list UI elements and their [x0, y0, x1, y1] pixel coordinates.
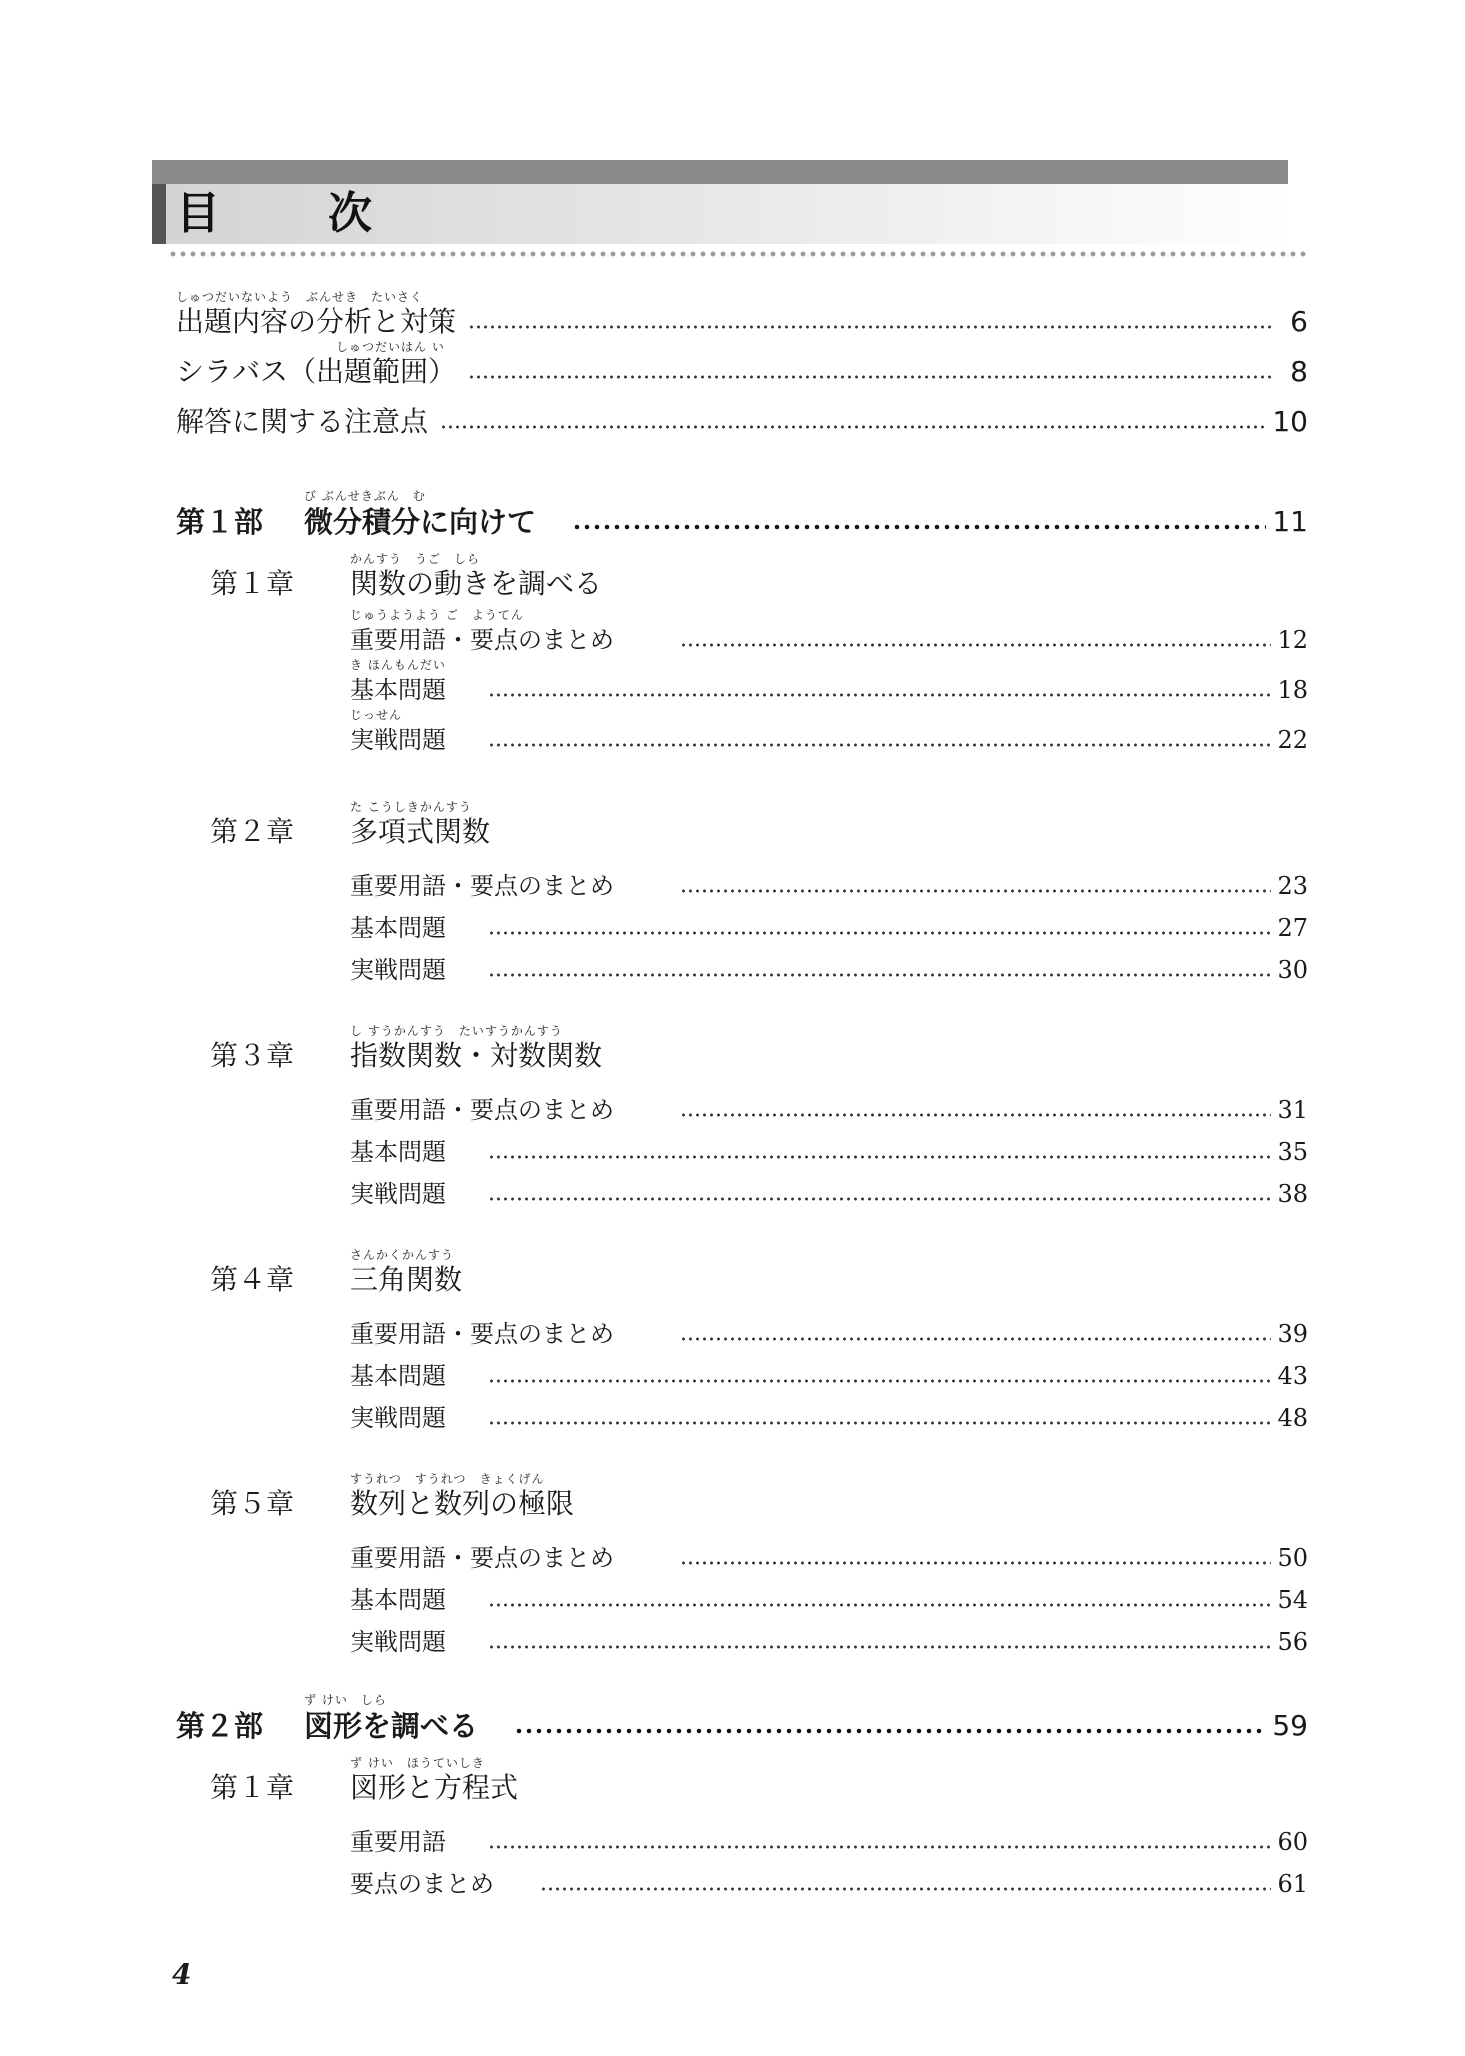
toc-item[interactable]: 重要用語・要点のまとめ 50	[350, 1544, 1308, 1572]
toc-item[interactable]: 実戦問題 38	[350, 1180, 1308, 1208]
page-number: 30	[1277, 956, 1308, 984]
dot-leader	[488, 1602, 1271, 1608]
dot-leader	[488, 1420, 1271, 1426]
toc-item[interactable]: 重要用語・要点のまとめ 39	[350, 1320, 1308, 1348]
page-number: 31	[1277, 1096, 1308, 1124]
toc-chapter-1-1[interactable]: 第１章 かんすう うご しら 関数の動きを調べる	[210, 552, 603, 600]
toc-item[interactable]: 重要用語・要点のまとめ 23	[350, 872, 1308, 900]
toc-item[interactable]: 基本問題 35	[350, 1138, 1308, 1166]
page-number: 48	[1277, 1404, 1308, 1432]
part-label: 第１部 び ぶんせきぶん む 微分積分に向けて	[176, 489, 537, 539]
toc-item[interactable]: 基本問題 27	[350, 914, 1308, 942]
dot-leader	[540, 1886, 1271, 1892]
toc-chapter-2-1[interactable]: 第１章 ず けい ほうていしき 図形と方程式	[210, 1756, 519, 1804]
page-number: 12	[1277, 626, 1308, 654]
toc-chapter-1-5[interactable]: 第５章 すうれつ すうれつ きょくげん 数列と数列の極限	[210, 1472, 575, 1520]
dot-leader	[440, 424, 1266, 430]
toc-entry-syllabus[interactable]	[176, 340, 1308, 388]
page-number: 59	[1272, 1709, 1308, 1742]
dot-leader	[488, 1378, 1271, 1384]
page-number: 22	[1277, 726, 1308, 754]
dot-leader	[468, 374, 1272, 380]
page-number: 23	[1277, 872, 1308, 900]
dot-leader	[488, 972, 1271, 978]
dot-leader	[680, 888, 1271, 894]
toc-item[interactable]: 基本問題 43	[350, 1362, 1308, 1390]
toc-item[interactable]: 実戦問題 48	[350, 1404, 1308, 1432]
dot-leader	[488, 1844, 1271, 1850]
entry-label: しゅつだいはん い シラバス（出題範囲）	[176, 340, 457, 388]
page-number: 8	[1290, 355, 1308, 388]
toc-item[interactable]: じゅうようよう ご ようてん 重要用語・要点のまとめ 12	[350, 608, 1308, 654]
dot-leader	[488, 742, 1271, 748]
dot-leader	[488, 1196, 1271, 1202]
toc-item[interactable]: 重要用語・要点のまとめ 31	[350, 1096, 1308, 1124]
dot-leader	[488, 1154, 1271, 1160]
toc-chapter-1-2[interactable]: 第２章 た こうしきかんすう 多項式関数	[210, 800, 491, 848]
page-number: 38	[1277, 1180, 1308, 1208]
dot-leader	[514, 1728, 1266, 1734]
page-number: 18	[1277, 676, 1308, 704]
toc-item[interactable]: じっせん 実戦問題 22	[350, 708, 1308, 754]
page-number: 56	[1277, 1628, 1308, 1656]
page-title: 目 次	[176, 188, 404, 239]
part-label: 第２部 ず けい しら 図形を調べる	[176, 1693, 479, 1743]
toc-part-2[interactable]	[176, 1693, 1308, 1743]
page-number: 6	[1290, 305, 1308, 338]
dot-leader	[488, 692, 1271, 698]
dot-leader	[488, 930, 1271, 936]
toc-item[interactable]: 実戦問題 56	[350, 1628, 1308, 1656]
page-number: 61	[1277, 1870, 1308, 1898]
header-bar	[152, 160, 1288, 184]
toc-chapter-1-3[interactable]: 第３章 し すうかんすう たいすうかんすう 指数関数・対数関数	[210, 1024, 603, 1072]
toc-item[interactable]: 基本問題 54	[350, 1586, 1308, 1614]
page-number: 39	[1277, 1320, 1308, 1348]
dot-leader	[572, 524, 1266, 530]
page-number: 54	[1277, 1586, 1308, 1614]
footer-page-number: 4	[172, 1958, 192, 1991]
title-dotted-rule	[168, 250, 1308, 258]
toc-entry-analysis[interactable]	[176, 290, 1308, 338]
dot-leader	[488, 1644, 1271, 1650]
dot-leader	[680, 1560, 1271, 1566]
page-number: 11	[1272, 505, 1308, 538]
toc-item[interactable]: 要点のまとめ 61	[350, 1870, 1308, 1898]
entry-label: しゅつだいないよう ぶんせき たいさく 出題内容の分析と対策	[176, 290, 457, 338]
page-number: 10	[1272, 405, 1308, 438]
page-number: 35	[1277, 1138, 1308, 1166]
page-number: 60	[1277, 1828, 1308, 1856]
toc-item[interactable]: 重要用語 60	[350, 1828, 1308, 1856]
dot-leader	[468, 324, 1272, 330]
dot-leader	[680, 642, 1271, 648]
page-number: 50	[1277, 1544, 1308, 1572]
toc-entry-notes[interactable]	[176, 398, 1308, 438]
toc-item[interactable]: き ほんもんだい 基本問題 18	[350, 658, 1308, 704]
toc-chapter-1-4[interactable]: 第４章 さんかくかんすう 三角関数	[210, 1248, 463, 1296]
dot-leader	[680, 1336, 1271, 1342]
page-number: 27	[1277, 914, 1308, 942]
dot-leader	[680, 1112, 1271, 1118]
toc-item[interactable]: 実戦問題 30	[350, 956, 1308, 984]
toc-part-1[interactable]	[176, 489, 1308, 539]
page-number: 43	[1277, 1362, 1308, 1390]
entry-label: 解答に関する注意点	[176, 405, 429, 438]
